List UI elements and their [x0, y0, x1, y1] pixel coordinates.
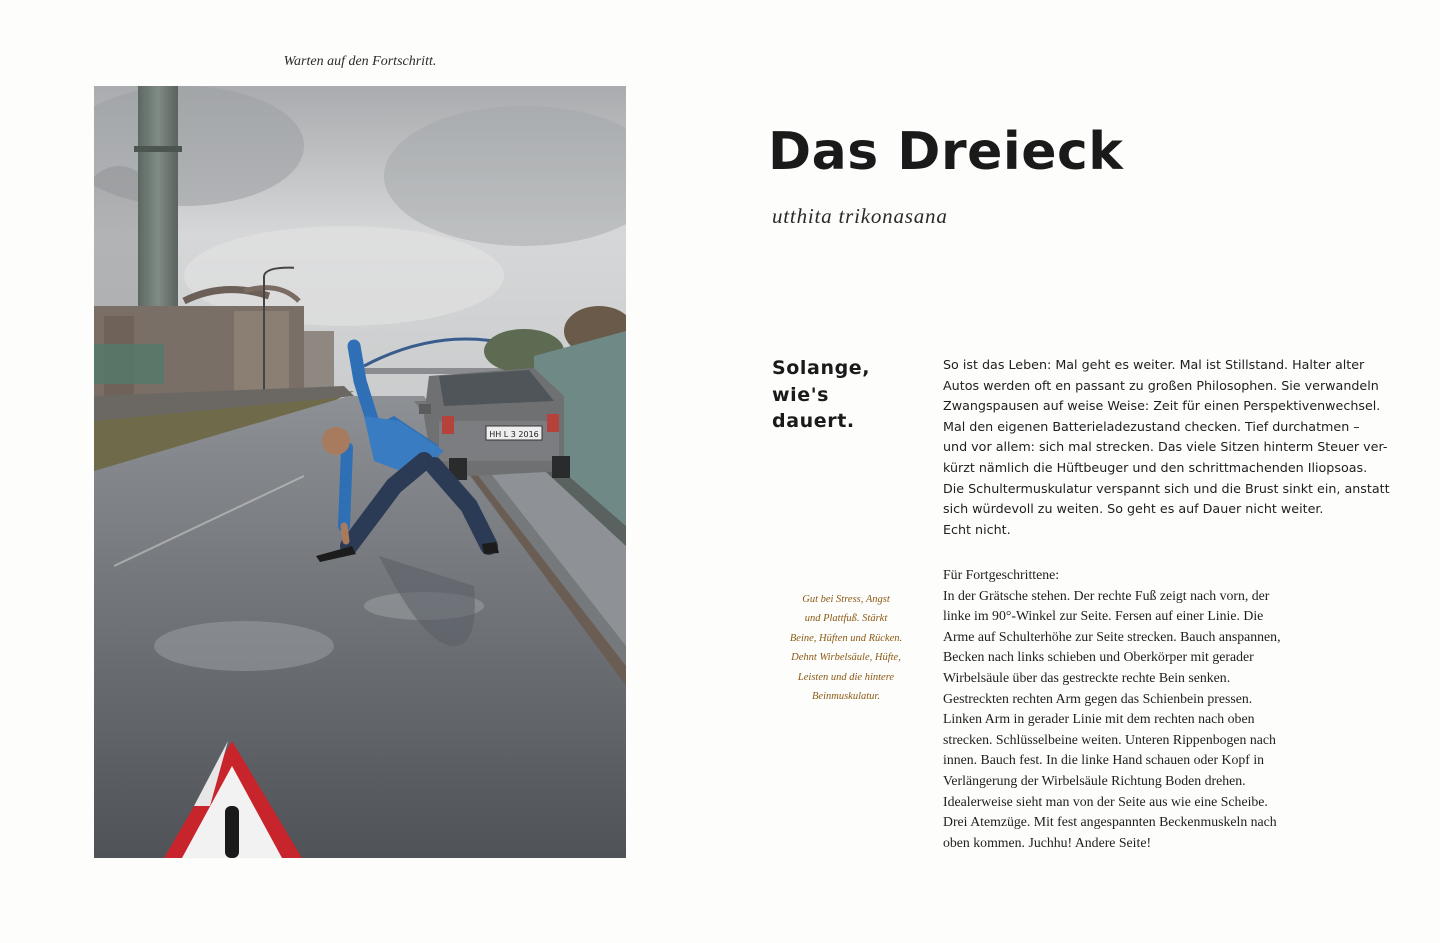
benefits-line: Dehnt Wirbelsäule, Hüfte,	[791, 652, 901, 664]
benefits-line: Leisten und die hintere	[797, 671, 895, 683]
instructions-line: strecken. Schlüsselbeine weiten. Unteren Rippenbogen nach	[943, 731, 1276, 747]
instructions-line: Arme auf Schulterhöhe zur Seite strecken. Bauch anspannen,	[943, 628, 1281, 644]
intro-line: Mal den eigenen Batterieladezustand checken. Tief durchatmen –	[943, 418, 1360, 434]
instructions-line: oben kommen. Juchhu! Andere Seite!	[943, 834, 1152, 850]
benefits-line: Gut bei Stress, Angst	[802, 594, 890, 605]
pull-quote-line: Solange,	[772, 357, 871, 379]
instructions-line: Drei Atemzüge. Mit fest angespannten Beckenmuskeln nach	[943, 814, 1277, 830]
intro-line: So ist das Leben: Mal geht es weiter. Mal ist Stillstand. Halter alter	[943, 357, 1365, 372]
intro-line: Echt nicht.	[943, 521, 1011, 537]
license-plate: HH L 3 2016	[489, 430, 539, 439]
benefits-line: Beine, Hüften und Rücken.	[789, 632, 903, 644]
yoga-photo	[94, 86, 626, 858]
instructions-line: In der Grätsche stehen. Der rechte Fuß zeigt nach vorn, der	[943, 587, 1270, 603]
intro-line: sich würdevoll zu weiten. So geht es auf Dauer nicht weiter.	[943, 501, 1324, 517]
instructions-line: Becken nach links schieben und Oberkörper mit gerader	[943, 649, 1254, 665]
pose-sanskrit-name: utthita trikonasana	[772, 204, 948, 228]
instructions-text	[943, 565, 1303, 853]
benefits-note	[778, 590, 914, 706]
intro-text	[943, 355, 1390, 540]
intro-line: kürzt nämlich die Hüftbeuger und den schrittmachenden Iliopsoas.	[943, 459, 1368, 475]
intro-line: Zwangspausen auf weise Weise: Zeit für einen Perspektivenwechsel.	[943, 398, 1381, 414]
pull-quote	[772, 355, 922, 435]
instructions-line: Idealerweise sieht man von der Seite aus wie eine Scheibe.	[943, 793, 1268, 809]
instructions-line: Gestreckten rechten Arm gegen das Schienbein pressen.	[943, 690, 1253, 706]
benefits-line: und Plattfuß. Stärkt	[804, 613, 888, 625]
instructions-line: innen. Bauch fest. In die linke Hand schauen oder Kopf in	[943, 752, 1265, 768]
intro-line: Autos werden oft en passant zu großen Philosophen. Sie verwandeln	[943, 377, 1379, 393]
instructions-line: linke im 90°-Winkel zur Seite. Fersen auf einer Linie. Die	[943, 608, 1264, 624]
intro-line: und vor allem: sich mal strecken. Das viele Sitzen hinterm Steuer ver-	[943, 439, 1388, 455]
instructions-line: Verlängerung der Wirbelsäule Richtung Boden drehen.	[943, 772, 1246, 788]
page-title: Das Dreieck	[768, 122, 1124, 182]
instructions-line: Wirbelsäule über das gestreckte rechte Bein senken.	[943, 669, 1231, 685]
pull-quote-line: dauert.	[772, 410, 855, 432]
instructions-heading: Für Fortgeschrittene:	[943, 567, 1060, 582]
benefits-line: Beinmuskulatur.	[812, 691, 880, 703]
intro-line: Die Schultermuskulatur verspannt sich und die Brust sinkt ein, anstatt	[943, 480, 1390, 496]
photo-caption: Warten auf den Fortschritt.	[283, 54, 437, 69]
pull-quote-line: wie's	[772, 383, 830, 406]
instructions-line: Linken Arm in gerader Linie mit dem rechten nach oben	[943, 711, 1255, 727]
